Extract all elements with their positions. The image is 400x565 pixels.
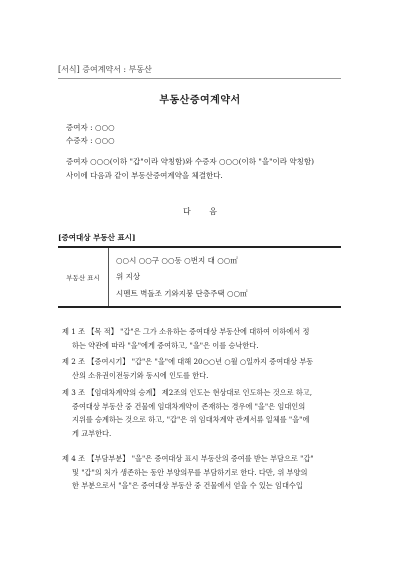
property-line-3: 시멘트 벽돌조 기와지붕 단층주택 ○○㎡	[116, 289, 248, 298]
document-title: 부동산증여계약서	[159, 95, 241, 106]
donor-line: 증여자 : ○○○	[66, 123, 115, 132]
intro-line-1: 증여자 ○○○(이하 "갑"이라 약칭함)와 수증자 ○○○(이하 "을"이라 약칭함)	[66, 157, 315, 166]
article-4	[62, 452, 346, 493]
article-3-line-1: 제 3 조 【임대차계약의 승계】 제2조의 인도는 현상대로 인도하는 것으로 하고,	[62, 388, 313, 397]
property-section-title: [증여대상 부동산 표시]	[58, 233, 136, 242]
form-header: [서식] 증여계약서 : 부동산	[58, 65, 152, 74]
da-eum-heading: 다 음	[183, 207, 217, 216]
article-3-line-3: 지위를 승계하는 것으로 하고, "갑"은 위 임대차계약 관계서류 일체를 "을"에	[72, 415, 310, 424]
article-3-line-4: 게 교부한다.	[72, 428, 112, 438]
article-4-line-2: 및 "갑"의 처가 생존하는 동안 부양의무를 부담하기로 한다. 다만, 위 부양의	[72, 467, 308, 477]
donee-line: 수증자 : ○○○	[66, 136, 115, 145]
article-1	[62, 325, 346, 352]
property-line-2: 위 지상	[116, 272, 141, 281]
article-4-line-1: 제 4 조 【부담부분】 "을"은 증여대상 표시 부동산의 증여를 받는 부담으로 "갑"	[62, 454, 314, 463]
property-table	[58, 246, 341, 308]
property-label-cell: 부동산 표시	[58, 248, 109, 306]
intro-line-2: 사이에 다음과 같이 부동산증여계약을 체결한다.	[66, 171, 223, 180]
article-3	[62, 386, 346, 440]
article-1-line-2: 하는 약관에 따라 "을"에게 증여하고, "을"은 이를 승낙한다.	[72, 340, 259, 350]
article-2-line-1: 제 2 조 【증여시기】 "갑"은 "을"에 대해 20○○년 ○월 ○일까지 증여대상 부동	[62, 357, 314, 366]
article-2	[62, 355, 346, 382]
article-4-line-3: 한 부분으로서 "을"은 증여대상 부동산 중 건물에서 얻을 수 있는 임대수입	[72, 481, 303, 490]
property-line-1: ○○시 ○○구 ○○동 ○번지 대 ○○㎡	[116, 256, 238, 265]
article-3-line-2: 증여대상 부동산 중 건물에 임대차계약이 존재하는 경우에 "을"은 임대인의	[72, 401, 306, 411]
article-2-line-2: 산의 소유권이전등기와 동시에 인도를 한다.	[72, 370, 209, 380]
header-divider	[58, 78, 341, 79]
article-1-line-1: 제 1 조 【목 적】 "갑"은 그가 소유하는 증여대상 부동산에 대하여 이하에서 정	[62, 327, 310, 336]
